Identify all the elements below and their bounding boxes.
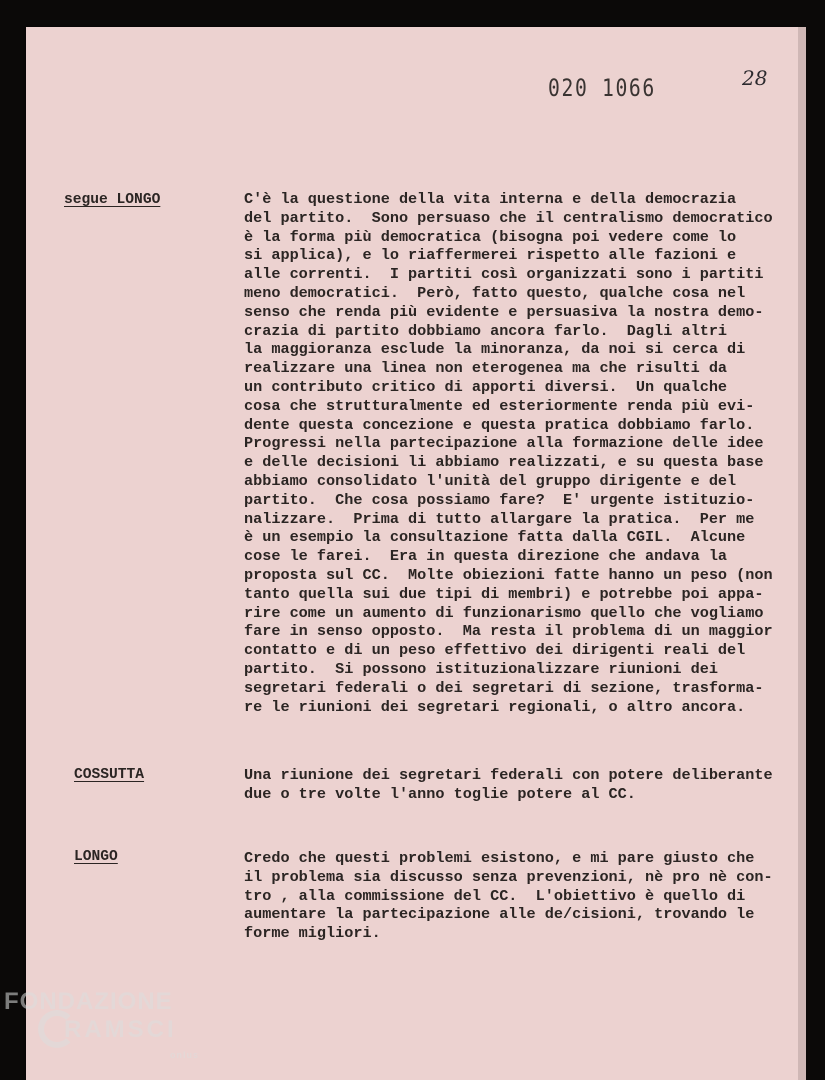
text-line: aumentare la partecipazione alle de/cisioni, trovando le [244, 905, 755, 924]
text-line: partito. Che cosa possiamo fare? E' urgente istituzio- [244, 490, 755, 509]
text-line: un contributo critico di apporti diversi. Un qualche [244, 377, 728, 396]
text-line: Una riunione dei segretari federali con potere deliberante [244, 766, 773, 784]
text-line: realizzare una linea non eterogenea ma che risulti da [244, 359, 728, 378]
text-line: cosa che strutturalmente ed esteriormente renda più evi- [244, 396, 755, 415]
text-line: re le riunioni dei segretari regionali, o altro ancora. [244, 697, 746, 716]
text-line: alle correnti. I partiti così organizzati sono i partiti [244, 265, 764, 284]
text-line: proposta sul CC. Molte obiezioni fatte hanno un peso (non [244, 565, 773, 584]
speaker-label: LONGO [74, 849, 118, 865]
text-line: crazia di partito dobbiamo ancora farlo. Dagli altri [244, 321, 728, 340]
text-line: partito. Si possono istituzionalizzare riunioni dei [244, 659, 718, 678]
text-line: C'è la questione della vita interna e della democrazia [244, 190, 737, 208]
speech-paragraph [244, 849, 804, 943]
speaker-label: COSSUTTA [74, 767, 145, 783]
text-line: rire come un aumento di funzionarismo quello che vogliamo [244, 603, 764, 622]
watermark-suffix: onlus [170, 1050, 199, 1060]
text-line: abbiamo consolidato l'unità del gruppo dirigente e del [244, 471, 737, 490]
text-line: due o tre volte l'anno toglie potere al CC. [244, 784, 636, 803]
text-line: è un esempio la consultazione fatta dalla CGIL. Alcune [244, 528, 746, 547]
watermark-line-1: FONDAZIONE [4, 988, 173, 1015]
text-line: senso che renda più evidente e persuasiva la nostra demo- [244, 302, 764, 321]
speaker-label: segue LONGO [64, 192, 161, 208]
text-line: forme migliori. [244, 924, 381, 943]
archive-number: 020 1066 [548, 74, 656, 102]
speech-paragraph [244, 190, 804, 716]
text-line: cose le farei. Era in questa direzione che andava la [244, 547, 728, 566]
text-line: segretari federali o dei segretari di sezione, trasforma- [244, 678, 764, 697]
handwritten-page-number: 28 [742, 66, 768, 90]
speech-paragraph [244, 766, 804, 804]
text-line: si applica), e lo riaffermerei rispetto alle fazioni e [244, 246, 737, 265]
text-line: tro , alla commissione del CC. L'obiettivo è quello di [244, 886, 746, 905]
text-line: il problema sia discusso senza prevenzioni, nè pro nè con- [244, 867, 773, 886]
text-line: meno democratici. Però, fatto questo, qualche cosa nel [244, 283, 746, 302]
watermark-line-2: RAMSCI [64, 1016, 177, 1043]
text-line: del partito. Sono persuaso che il centralismo democratico [244, 208, 773, 227]
fondazione-gramsci-watermark [4, 988, 199, 1060]
text-line: dente questa concezione e questa pratica dobbiamo farlo. [244, 415, 755, 434]
text-line: è la forma più democratica (bisogna poi vedere come lo [244, 227, 737, 246]
text-line: nalizzare. Prima di tutto allargare la pratica. Per me [244, 509, 755, 528]
text-line: e delle decisioni li abbiamo realizzati, e su questa base [244, 453, 764, 472]
text-line: fare in senso opposto. Ma resta il problema di un maggior [244, 622, 773, 641]
text-line: contatto e di un peso effettivo dei dirigenti reali del [244, 641, 746, 660]
text-line: tanto quella sui due tipi di membri) e potrebbe poi appa- [244, 584, 764, 603]
text-line: la maggioranza esclude la minoranza, da noi si cerca di [244, 340, 746, 359]
text-line: Credo che questi problemi esistono, e mi pare giusto che [244, 849, 755, 867]
text-line: Progressi nella partecipazione alla formazione delle idee [244, 434, 764, 453]
